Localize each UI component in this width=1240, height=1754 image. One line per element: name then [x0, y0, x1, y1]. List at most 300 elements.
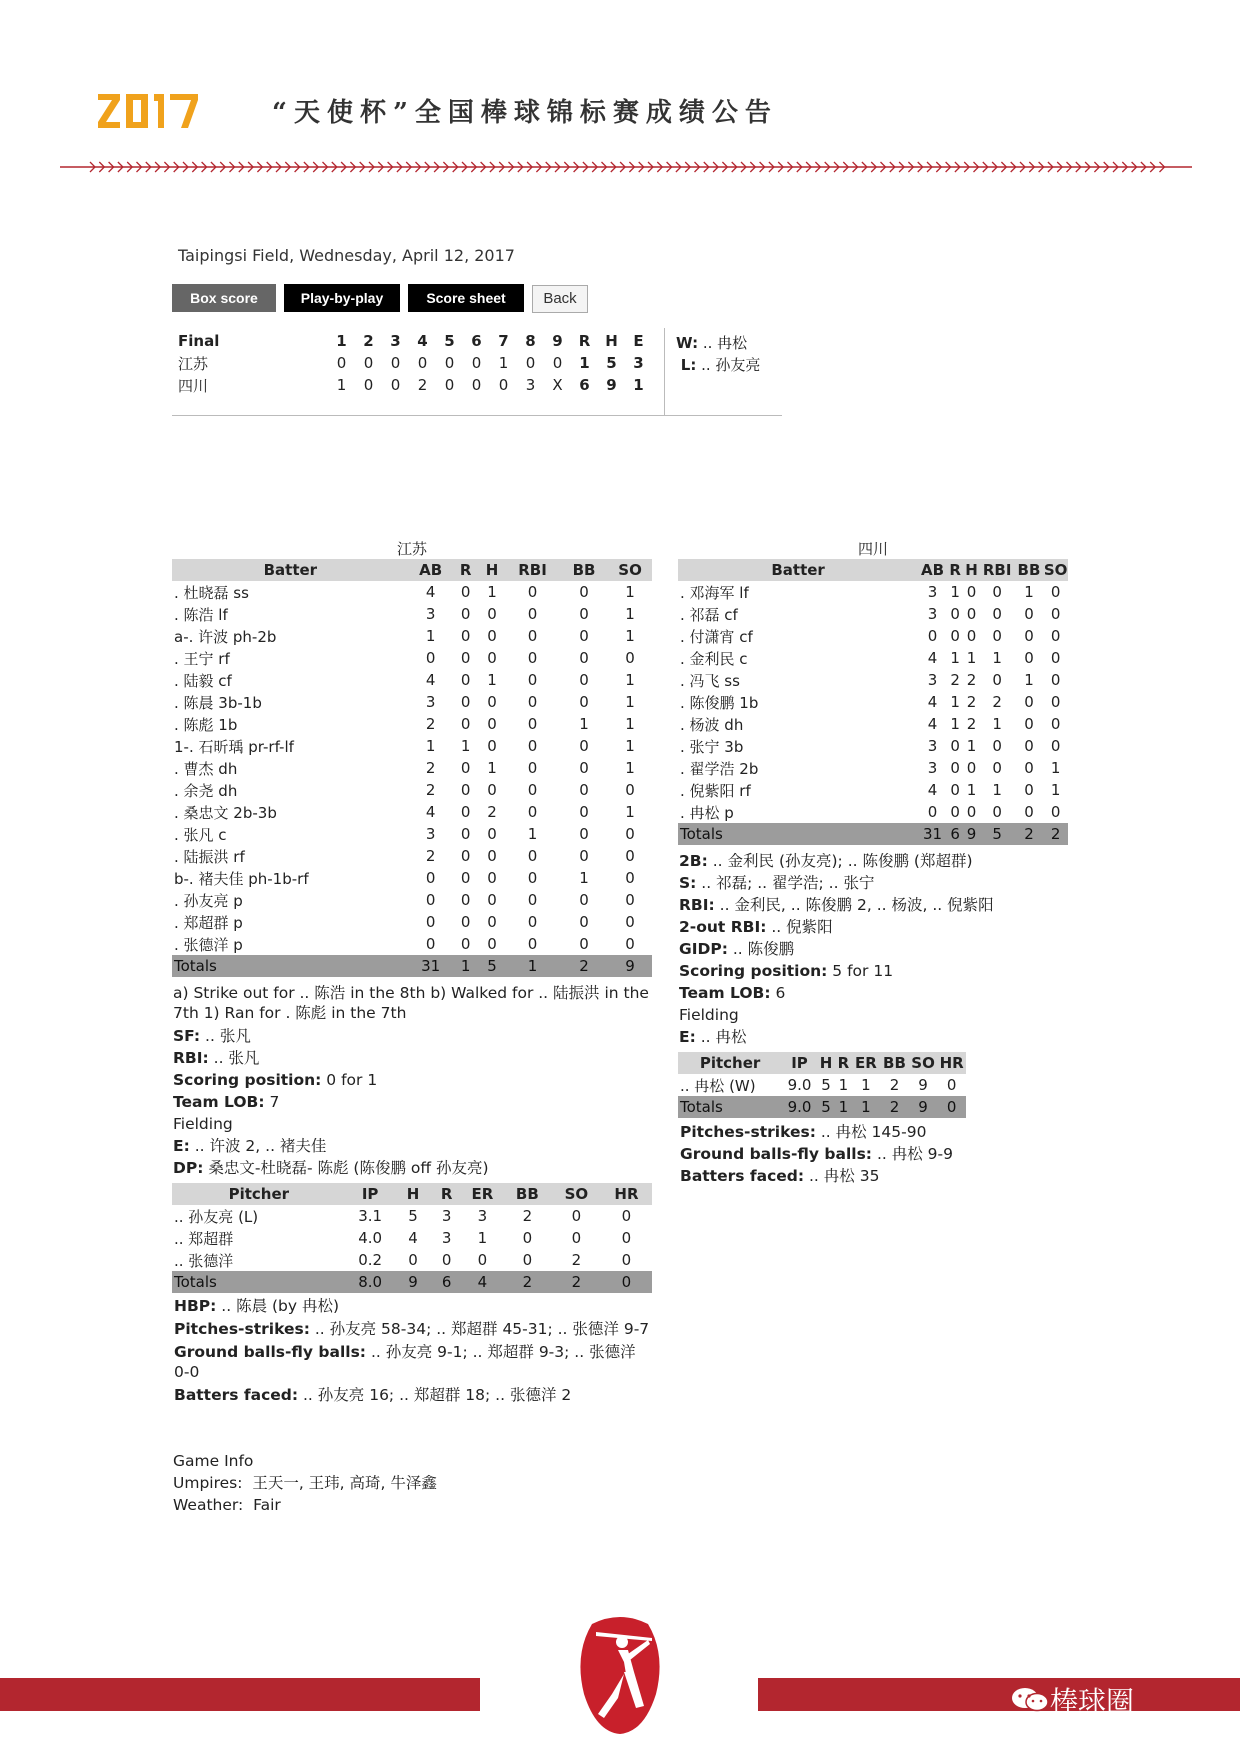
- stat-cell: 2: [425, 759, 436, 777]
- stat-cell: 4: [927, 693, 938, 711]
- stat-cell: 0: [927, 627, 938, 645]
- note-line: [680, 1121, 1100, 1143]
- linescore-cell: 0: [363, 354, 374, 372]
- batter-row: [172, 581, 652, 603]
- note-value: .. 陈俊鹏: [727, 940, 795, 958]
- batter-emblem-icon: [574, 1614, 666, 1736]
- linescore-cell: X: [552, 376, 563, 394]
- home-pitching-notes: [680, 1121, 1100, 1187]
- stat-cell: 3: [927, 605, 938, 623]
- stat-cell: 0: [460, 891, 471, 909]
- stat-cell: 0: [625, 891, 635, 909]
- note-value: .. 陈晨 (by 冉松): [216, 1297, 340, 1315]
- totals-cell: 9: [395, 1271, 432, 1293]
- column-header: SO: [608, 559, 652, 581]
- stat-cell: 0: [1050, 649, 1061, 667]
- stat-cell: 0: [966, 583, 977, 601]
- stat-cell: 0: [460, 913, 471, 931]
- batter-row: [172, 801, 652, 823]
- note-value: .. 冉松 35: [804, 1167, 880, 1185]
- stat-cell: 0: [1024, 627, 1034, 645]
- stat-cell: 2: [425, 715, 436, 733]
- linescore-away-row: [172, 352, 652, 374]
- win-label: W:: [676, 334, 699, 352]
- linescore-home-row: [172, 374, 652, 396]
- stat-cell: 0: [625, 649, 635, 667]
- batter-row: [172, 603, 652, 625]
- linescore-cell: 0: [390, 376, 401, 394]
- column-header: RBI: [980, 559, 1015, 581]
- player-name: . 张德洋 p: [174, 935, 243, 954]
- stat-cell: 1: [425, 737, 436, 755]
- stat-cell: 4: [927, 649, 938, 667]
- stat-cell: 4: [408, 1229, 418, 1247]
- stat-cell: 5: [408, 1207, 418, 1225]
- table-header-row: [172, 559, 652, 581]
- column-header: Batter: [678, 559, 918, 581]
- stat-cell: 0: [527, 759, 538, 777]
- stat-cell: 0: [579, 913, 589, 931]
- stat-cell: 0: [527, 847, 538, 865]
- stat-cell: 0: [527, 869, 538, 887]
- column-header: AB: [918, 559, 947, 581]
- totals-row: [172, 1271, 652, 1293]
- batter-row: [678, 713, 1068, 735]
- stat-cell: 0: [477, 1251, 488, 1269]
- player-name: .. 孙友亮 (L): [174, 1207, 259, 1226]
- stat-cell: 0: [527, 693, 538, 711]
- stat-cell: 9.0: [787, 1076, 812, 1094]
- player-name: . 杨波 dh: [680, 715, 744, 734]
- note-label: Scoring position:: [679, 962, 828, 980]
- stat-cell: 0: [625, 869, 635, 887]
- totals-cell: 5: [980, 823, 1015, 845]
- stat-cell: 3: [441, 1229, 452, 1247]
- box-score-tab[interactable]: Box score: [172, 284, 276, 312]
- stat-cell: 0: [1050, 671, 1061, 689]
- stat-cell: 0: [579, 583, 589, 601]
- stat-cell: 1: [487, 671, 497, 689]
- player-name: . 冯飞 ss: [680, 671, 740, 690]
- totals-cell: 5: [479, 955, 505, 977]
- stat-cell: 0: [950, 781, 960, 799]
- player-name: . 金利民 c: [680, 649, 748, 668]
- note-value: .. 冉松 145-90: [815, 1123, 927, 1141]
- stat-cell: 0: [992, 737, 1002, 755]
- batter-row: [172, 779, 652, 801]
- stat-cell: 0: [460, 847, 471, 865]
- pitcher-row: [172, 1227, 652, 1249]
- fielding-title: Fielding: [173, 1115, 233, 1133]
- stat-cell: 1: [950, 649, 960, 667]
- stat-cell: 0: [487, 693, 497, 711]
- player-name: .. 冉松 (W): [680, 1076, 756, 1095]
- column-header: BB: [503, 1183, 552, 1205]
- stat-cell: 1: [425, 627, 436, 645]
- stat-cell: 1: [838, 1076, 849, 1094]
- stat-cell: 0: [950, 803, 960, 821]
- stat-cell: 1: [1050, 759, 1061, 777]
- stat-cell: 0: [487, 847, 497, 865]
- totals-cell: 6: [431, 1271, 462, 1293]
- note-label: E:: [173, 1137, 190, 1155]
- totals-cell: 9.0: [782, 1096, 817, 1118]
- note-label: DP:: [173, 1159, 204, 1177]
- stat-cell: 1: [950, 693, 960, 711]
- game-info: [173, 1450, 437, 1516]
- column-header: ER: [852, 1052, 881, 1074]
- column-header: IP: [346, 1183, 395, 1205]
- stat-cell: 0: [571, 1207, 582, 1225]
- stat-cell: 0: [487, 627, 497, 645]
- stat-cell: 2: [571, 1251, 582, 1269]
- stat-cell: 0: [487, 715, 497, 733]
- note-line: [679, 850, 1119, 872]
- stat-cell: 0: [579, 627, 589, 645]
- totals-cell: 9: [608, 955, 652, 977]
- stat-cell: 0: [579, 693, 589, 711]
- column-header: R: [453, 559, 479, 581]
- batter-row: [172, 691, 652, 713]
- totals-cell: 5: [817, 1096, 835, 1118]
- loss-label: L:: [680, 356, 697, 374]
- note-line: [173, 1025, 651, 1047]
- note-label: Pitches-strikes:: [174, 1320, 310, 1338]
- column-header: R: [431, 1183, 462, 1205]
- column-header: H: [817, 1052, 835, 1074]
- totals-cell: 6: [947, 823, 963, 845]
- column-header: ER: [462, 1183, 503, 1205]
- stat-cell: 1: [966, 781, 977, 799]
- totals-cell: 1: [453, 955, 479, 977]
- stat-cell: 0: [460, 715, 471, 733]
- note-value: .. 冉松: [695, 1028, 747, 1046]
- stat-cell: 0: [579, 671, 589, 689]
- note-label: Team LOB:: [173, 1093, 265, 1111]
- watermark-text: 棒球圈: [1050, 1685, 1135, 1718]
- batter-row: [678, 735, 1068, 757]
- column-header: SO: [552, 1183, 601, 1205]
- stat-cell: 2: [522, 1207, 533, 1225]
- stat-cell: 3: [927, 737, 938, 755]
- linescore-hits: 5: [606, 354, 617, 372]
- stat-cell: 0: [1024, 693, 1034, 711]
- stat-cell: 2: [966, 671, 977, 689]
- note-label: S:: [679, 874, 697, 892]
- note-label: SF:: [173, 1027, 201, 1045]
- logo-2017-icon: [96, 88, 206, 130]
- note-label: GIDP:: [679, 940, 728, 958]
- totals-row: [678, 823, 1068, 845]
- column-header: R: [835, 1052, 851, 1074]
- stat-cell: 1: [1050, 781, 1061, 799]
- player-name: . 陈俊鹏 1b: [680, 693, 759, 712]
- linescore-errors-header: E: [633, 332, 644, 350]
- stat-cell: 0: [992, 671, 1002, 689]
- stat-cell: 0: [487, 913, 497, 931]
- note-line: [173, 1135, 651, 1157]
- stat-cell: 0: [579, 605, 589, 623]
- stat-cell: 1: [625, 759, 635, 777]
- stat-cell: 0: [1050, 715, 1061, 733]
- player-name: . 孙友亮 p: [174, 891, 243, 910]
- note-line: [173, 1157, 651, 1179]
- player-name: . 桑忠文 2b-3b: [174, 803, 277, 822]
- stat-cell: 0: [1024, 649, 1034, 667]
- stat-cell: 0: [425, 935, 436, 953]
- footer-band-right: [758, 1678, 1240, 1711]
- stat-cell: 0: [571, 1229, 582, 1247]
- note-label: HBP:: [174, 1297, 217, 1315]
- stat-cell: 1: [861, 1076, 871, 1094]
- player-name: . 陈彪 1b: [174, 715, 238, 734]
- stat-cell: 0: [460, 869, 471, 887]
- column-header: H: [479, 559, 505, 581]
- stat-cell: 0: [1050, 583, 1061, 601]
- stat-cell: 3: [927, 671, 938, 689]
- stat-cell: 0: [460, 759, 471, 777]
- table-header-row: [172, 1183, 652, 1205]
- stat-cell: 0: [425, 649, 436, 667]
- note-label: RBI:: [173, 1049, 209, 1067]
- stat-cell: 0: [992, 803, 1002, 821]
- column-header: SO: [909, 1052, 938, 1074]
- stat-cell: 0: [460, 627, 471, 645]
- column-header: BB: [880, 1052, 909, 1074]
- linescore-inning: 6: [471, 332, 482, 350]
- stat-cell: 0: [579, 737, 589, 755]
- stat-cell: 0: [621, 1251, 632, 1269]
- stat-cell: 0: [966, 605, 977, 623]
- totals-cell: 2: [560, 955, 608, 977]
- stat-cell: 1: [950, 583, 960, 601]
- away-pitching-notes: [174, 1296, 652, 1408]
- stat-cell: 0: [625, 913, 635, 931]
- totals-cell: 31: [409, 955, 453, 977]
- totals-row: [172, 955, 652, 977]
- away-batting-table: [172, 559, 652, 977]
- stat-cell: 1: [625, 715, 635, 733]
- pitcher-row: [172, 1205, 652, 1227]
- stat-cell: 1: [625, 583, 635, 601]
- note-line: [174, 1319, 652, 1339]
- batter-row: [678, 779, 1068, 801]
- stat-cell: 0: [579, 759, 589, 777]
- linescore-hits: 9: [606, 376, 617, 394]
- player-name: . 杜晓磊 ss: [174, 583, 249, 602]
- note-line: [173, 1069, 651, 1091]
- note-line: [680, 1165, 1100, 1187]
- batter-row: [172, 845, 652, 867]
- stat-cell: 2: [425, 847, 436, 865]
- game-info-title: Game Info: [173, 1452, 254, 1470]
- stat-cell: 0: [992, 759, 1002, 777]
- stat-cell: 0: [1024, 803, 1034, 821]
- stat-cell: 1: [625, 627, 635, 645]
- note-line: [679, 916, 1119, 938]
- stat-cell: 1: [527, 825, 538, 843]
- note-line: [680, 1143, 1100, 1165]
- note-value: 7: [264, 1093, 280, 1111]
- linescore-cell: 0: [417, 354, 428, 372]
- stat-cell: 3: [425, 605, 436, 623]
- batter-row: [678, 603, 1068, 625]
- stat-cell: 0: [487, 891, 497, 909]
- stat-cell: 0: [522, 1229, 533, 1247]
- stat-cell: 0: [966, 627, 977, 645]
- totals-cell: 2: [503, 1271, 552, 1293]
- note-value: .. 孙友亮 16; .. 郑超群 18; .. 张德洋 2: [298, 1386, 572, 1404]
- stat-cell: 2: [950, 671, 960, 689]
- note-label: Team LOB:: [679, 984, 771, 1002]
- note-value: .. 许波 2, .. 褚夫佳: [189, 1137, 327, 1155]
- linescore-cell: 0: [390, 354, 401, 372]
- stat-cell: 0: [1050, 693, 1061, 711]
- stat-cell: 0: [527, 737, 538, 755]
- totals-row: [678, 1096, 966, 1118]
- stat-cell: 0: [1050, 605, 1061, 623]
- stat-cell: 4: [927, 715, 938, 733]
- player-name: . 陆毅 cf: [174, 671, 232, 690]
- stat-cell: 1: [1024, 671, 1034, 689]
- stat-cell: 0.2: [358, 1251, 383, 1269]
- document-title: “天使杯”全国棒球锦标赛成绩公告: [272, 98, 778, 128]
- stat-cell: 1: [477, 1229, 488, 1247]
- batter-row: [172, 735, 652, 757]
- play-by-play-tab[interactable]: Play-by-play: [284, 284, 400, 312]
- away-team-caption: 江苏: [396, 540, 427, 558]
- stat-cell: 0: [487, 781, 497, 799]
- stat-cell: 0: [966, 803, 977, 821]
- note-line: [174, 1385, 652, 1405]
- stat-cell: 2: [992, 693, 1002, 711]
- stat-cell: 0: [408, 1251, 418, 1269]
- note-value: 桑忠文-杜晓磊- 陈彪 (陈俊鹏 off 孙友亮): [203, 1159, 489, 1177]
- column-header: HR: [601, 1183, 652, 1205]
- stat-cell: 1: [487, 759, 497, 777]
- stat-cell: 3.1: [358, 1207, 383, 1225]
- table-header-row: [678, 1052, 966, 1074]
- stat-cell: 1: [966, 737, 977, 755]
- player-name: . 王宁 rf: [174, 649, 230, 668]
- stat-cell: 1: [625, 605, 635, 623]
- totals-cell: 0: [937, 1096, 966, 1118]
- umpires-label: Umpires:: [173, 1474, 243, 1492]
- totals-label: Totals: [678, 1096, 782, 1118]
- note-label: Scoring position:: [173, 1071, 322, 1089]
- note-line: [679, 938, 1119, 960]
- totals-cell: 2: [880, 1096, 909, 1118]
- player-name: . 曹杰 dh: [174, 759, 238, 778]
- linescore-team: 江苏: [178, 354, 209, 373]
- stat-cell: 5: [821, 1076, 831, 1094]
- stat-cell: 0: [527, 715, 538, 733]
- stat-cell: 0: [487, 649, 497, 667]
- totals-label: Totals: [172, 955, 409, 977]
- footer-band-left: [0, 1678, 480, 1711]
- column-header: R: [947, 559, 963, 581]
- note-value: .. 孙友亮 58-34; .. 郑超群 45-31; .. 张德洋 9-7: [309, 1320, 650, 1338]
- stat-cell: 3: [477, 1207, 488, 1225]
- player-name: . 陈晨 3b-1b: [174, 693, 262, 712]
- column-header: SO: [1043, 561, 1068, 579]
- stat-cell: 1: [992, 649, 1002, 667]
- linescore-cell: 0: [552, 354, 563, 372]
- linescore-runs: 1: [579, 354, 590, 372]
- linescore-inning: 4: [417, 332, 428, 350]
- note-value: .. 祁磊; .. 翟学浩; .. 张宁: [696, 874, 875, 892]
- batter-row: [172, 933, 652, 955]
- linescore-cell: 0: [444, 354, 455, 372]
- stat-cell: 0: [487, 605, 497, 623]
- stat-cell: 0: [621, 1229, 632, 1247]
- decision-pitchers: [676, 332, 760, 376]
- stat-cell: 0: [460, 803, 471, 821]
- linescore-cell: 0: [444, 376, 455, 394]
- stat-cell: 2: [889, 1076, 900, 1094]
- linescore-cell: 0: [336, 354, 347, 372]
- stat-cell: 0: [527, 671, 538, 689]
- fielding-title: Fielding: [679, 1006, 739, 1024]
- note-value: .. 冉松 9-9: [872, 1145, 953, 1163]
- stat-cell: 0: [460, 935, 471, 953]
- away-pitching-table: [172, 1183, 652, 1293]
- stat-cell: 4: [927, 781, 938, 799]
- back-button[interactable]: Back: [532, 285, 588, 313]
- stat-cell: 0: [1050, 737, 1061, 755]
- score-sheet-tab[interactable]: Score sheet: [408, 284, 524, 312]
- stat-cell: 0: [992, 605, 1002, 623]
- note-label: 2B:: [679, 852, 708, 870]
- totals-cell: 31: [918, 823, 947, 845]
- note-label: Batters faced:: [174, 1386, 299, 1404]
- pitcher-row: [678, 1074, 966, 1096]
- note-value: .. 金利民 (孙友亮); .. 陈俊鹏 (郑超群): [707, 852, 973, 870]
- stat-cell: 1: [625, 737, 635, 755]
- stat-cell: 0: [527, 605, 538, 623]
- stat-cell: 0: [579, 825, 589, 843]
- stat-cell: 2: [966, 693, 977, 711]
- linescore-inning: 7: [498, 332, 509, 350]
- stat-cell: 1: [460, 737, 471, 755]
- stat-cell: 3: [927, 583, 938, 601]
- stat-cell: 9: [918, 1076, 928, 1094]
- stat-cell: 0: [1024, 715, 1034, 733]
- stat-cell: 0: [522, 1251, 533, 1269]
- home-batting-table: [678, 559, 1068, 845]
- stat-cell: 0: [992, 627, 1002, 645]
- note-label: RBI:: [679, 896, 715, 914]
- note-label: Batters faced:: [680, 1167, 805, 1185]
- note-value: .. 倪紫阳: [766, 918, 833, 936]
- stat-cell: 0: [946, 1076, 957, 1094]
- stat-cell: 0: [625, 781, 635, 799]
- win-pitcher: .. 冉松: [702, 334, 748, 352]
- stat-cell: 0: [1024, 605, 1034, 623]
- stat-cell: 4.0: [358, 1229, 383, 1247]
- batter-row: [172, 823, 652, 845]
- stat-cell: 0: [625, 825, 635, 843]
- totals-cell: 4: [462, 1271, 503, 1293]
- column-header: HR: [937, 1052, 966, 1074]
- stat-cell: 1: [992, 781, 1002, 799]
- linescore-errors: 3: [633, 354, 644, 372]
- column-header: IP: [782, 1052, 817, 1074]
- stat-cell: 4: [425, 803, 436, 821]
- stat-cell: 0: [950, 759, 960, 777]
- stat-cell: 0: [1024, 781, 1034, 799]
- stat-cell: 0: [625, 935, 635, 953]
